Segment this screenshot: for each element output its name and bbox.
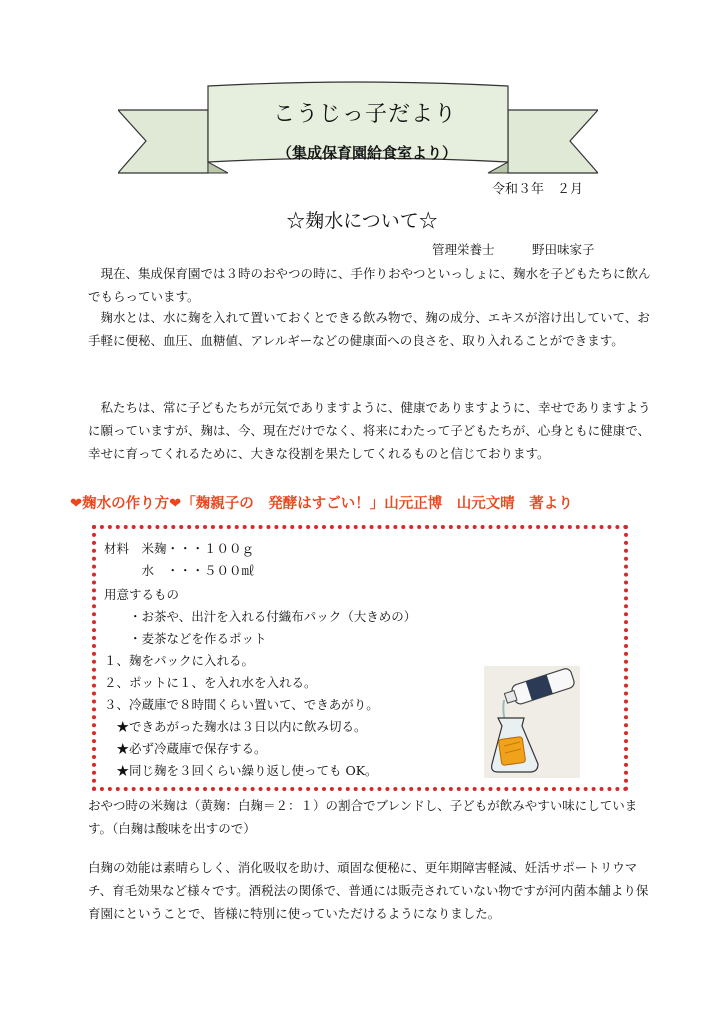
- newsletter-title: こうじっ子だより: [272, 102, 457, 127]
- recipe-heading: ❤麹水の作り方❤「麹親子の 発酵はすごい！」山元正博 山元文晴 著より: [70, 496, 573, 512]
- recipe-step: １、麹をパックに入れる。: [104, 653, 255, 668]
- recipe-line: ・お茶や、出汁を入れる付織布パック（大きめの）: [104, 609, 417, 624]
- pot-illustration: [484, 666, 580, 778]
- wish-paragraph: 私たちは、常に子どもたちが元気でありますように、健康でありますように、幸せでありますように願っていますが、麹は、今、現在だけでなく、将来にわたって子どもたちが、心身ともに健康で、幸せに育ってくれるために、大きな役割を果たしてくれるものと信じております。: [88, 400, 651, 461]
- recipe-line: 材料 米麹・・・１００ｇ: [104, 541, 255, 556]
- shirokoji-note: 白麹の効能は素晴らしく、消化吸収を助け、頑固な便秘に、更年期障害軽減、妊活サポートリウマチ、育毛効果など様々です。酒税法の関係で、普通には販売されていない物ですが河内菌本舗より保育園にということで、皆様に特別に使っていただけるようになりました。: [88, 860, 649, 921]
- newsletter-subtitle: （集成保育園給食室より）: [276, 144, 457, 162]
- article-heading: ☆麹水について☆: [286, 210, 438, 232]
- article-author: 管理栄養士 野田味家子: [432, 242, 595, 257]
- intro-paragraph: 現在、集成保育園では３時のおやつの時に、手作りおやつといっしょに、麹水を子どもたちに飲んでもらっています。: [88, 266, 651, 304]
- recipe-tip: ★同じ麹を３回くらい繰り返し使っても OK。: [104, 763, 378, 778]
- recipe-line: 用意するもの: [104, 587, 180, 602]
- definition-paragraph: 麹水とは、水に麹を入れて置いておくとできる飲み物で、麹の成分、エキスが溶け出していて、お手軽に便秘、血圧、血糖値、アレルギーなどの健康面への良さを、取り入れることができます。: [88, 310, 650, 348]
- issue-date: 令和３年 ２月: [492, 182, 584, 197]
- blend-note: おやつ時の米麹は（黄麹：白麹＝２：１）の割合でブレンドし、子どもが飲みやすい味にしています。（白麹は酸味を出すので）: [88, 798, 638, 836]
- title-banner: [118, 78, 598, 193]
- recipe-line: 水 ・・・５００㎖: [104, 563, 255, 578]
- recipe-line: ・麦茶などを作るポット: [104, 631, 267, 646]
- recipe-tip: ★できあがった麹水は３日以内に飲み切る。: [104, 719, 367, 734]
- recipe-step: ２、ポットに１、を入れ水を入れる。: [104, 675, 317, 690]
- recipe-tip: ★必ず冷蔵庫で保存する。: [104, 741, 267, 756]
- recipe-step: ３、冷蔵庫で８時間くらい置いて、できあがり。: [104, 697, 379, 712]
